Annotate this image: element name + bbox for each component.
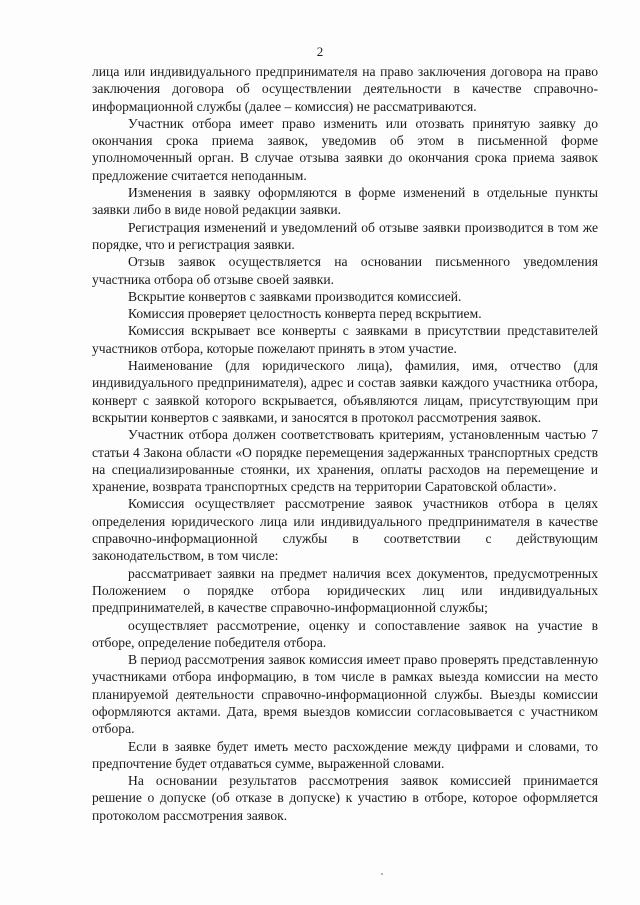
paragraph-withdrawal-basis: Отзыв заявок осуществляется на основании письменного уведомления участника отбора об отзыве своей заявки.	[92, 254, 598, 287]
scan-speck	[381, 873, 383, 875]
paragraph-document-check: рассматривает заявки на предмет наличия всех документов, предусмотренных Положением о порядке отбора юридических лиц или индивидуальных предпринимателей, в качестве справочно-информационной службы;	[92, 565, 598, 616]
paragraph-amendments-registration: Регистрация изменений и уведомлений об отзыве заявки производится в том же порядке, что и регистрация заявки.	[92, 219, 598, 252]
paragraph-opening-presence: Комиссия вскрывает все конверты с заявками в присутствии представителей участников отбора, которые пожелают принять в этом участие.	[92, 323, 598, 356]
paragraph-criteria: Участник отбора должен соответствовать критериям, установленным частью 7 статьи 4 Закона области «О порядке перемещения задержанных транспортных средств на специализированные стоянки, их хранения, оплаты расходов на перемещение и хранение, возврата транспортных средств на территории Саратовской области».	[92, 427, 598, 495]
document-body	[92, 63, 598, 824]
paragraph-envelope-integrity: Комиссия проверяет целостность конверта перед вскрытием.	[128, 306, 482, 322]
paragraph-withdraw-right: Участник отбора имеет право изменить или отозвать принятую заявку до окончания срока приема заявок, уведомив об этом в письменной форме уполномоченный орган. В случае отзыва заявки до окончания срока приема заявок предложение считается неподанным.	[92, 115, 598, 183]
paragraph-evaluation: осуществляет рассмотрение, оценку и сопоставление заявок на участие в отборе, определение победителя отбора.	[92, 617, 598, 650]
paragraph-continuation: лица или индивидуального предпринимателя на право заключения договора на право заключения договора об осуществлении деятельности в качестве справочно-информационной службы (далее – комиссия) не рассматриваются.	[92, 64, 598, 114]
paragraph-figures-vs-words: Если в заявке будет иметь место расхождение между цифрами и словами, то предпочтение будет отдаваться сумме, выраженной словами.	[92, 738, 598, 771]
paragraph-opening-by-commission: Вскрытие конвертов с заявками производится комиссией.	[128, 288, 462, 304]
paragraph-amendments-form: Изменения в заявку оформляются в форме изменений в отдельные пункты заявки либо в виде новой редакции заявки.	[92, 185, 598, 218]
paragraph-admission-decision: На основании результатов рассмотрения заявок комиссией принимается решение о допуске (об отказе в допуске) к участию в отборе, которое оформляется протоколом рассмотрения заявок.	[92, 773, 598, 823]
paragraph-announcement: Наименование (для юридического лица), фамилия, имя, отчество (для индивидуального предпринимателя), адрес и состав заявки каждого участника отбора, конверт с заявкой которого вскрывается, объявляются лицам, присутствующим при вскрытии конвертов с заявками, и заносятся в протокол рассмотрения заявок.	[92, 358, 598, 425]
paragraph-verification-visit: В период рассмотрения заявок комиссия имеет право проверять представленную участниками отбора информацию, в том числе в рамках выезда комиссии на место планируемой деятельности справочно-информационной службы. Выезды комиссии оформляются актами. Дата, время выездов комиссии согласовывается с участником отбора.	[92, 652, 598, 737]
page-number: 2	[316, 44, 324, 59]
paragraph-commission-review: Комиссия осуществляет рассмотрение заявок участников отбора в целях определения юридического лица или индивидуального предпринимателя в качестве справочно-информационной службы в соответствии с действующим законодательством, в том числе:	[92, 496, 598, 564]
